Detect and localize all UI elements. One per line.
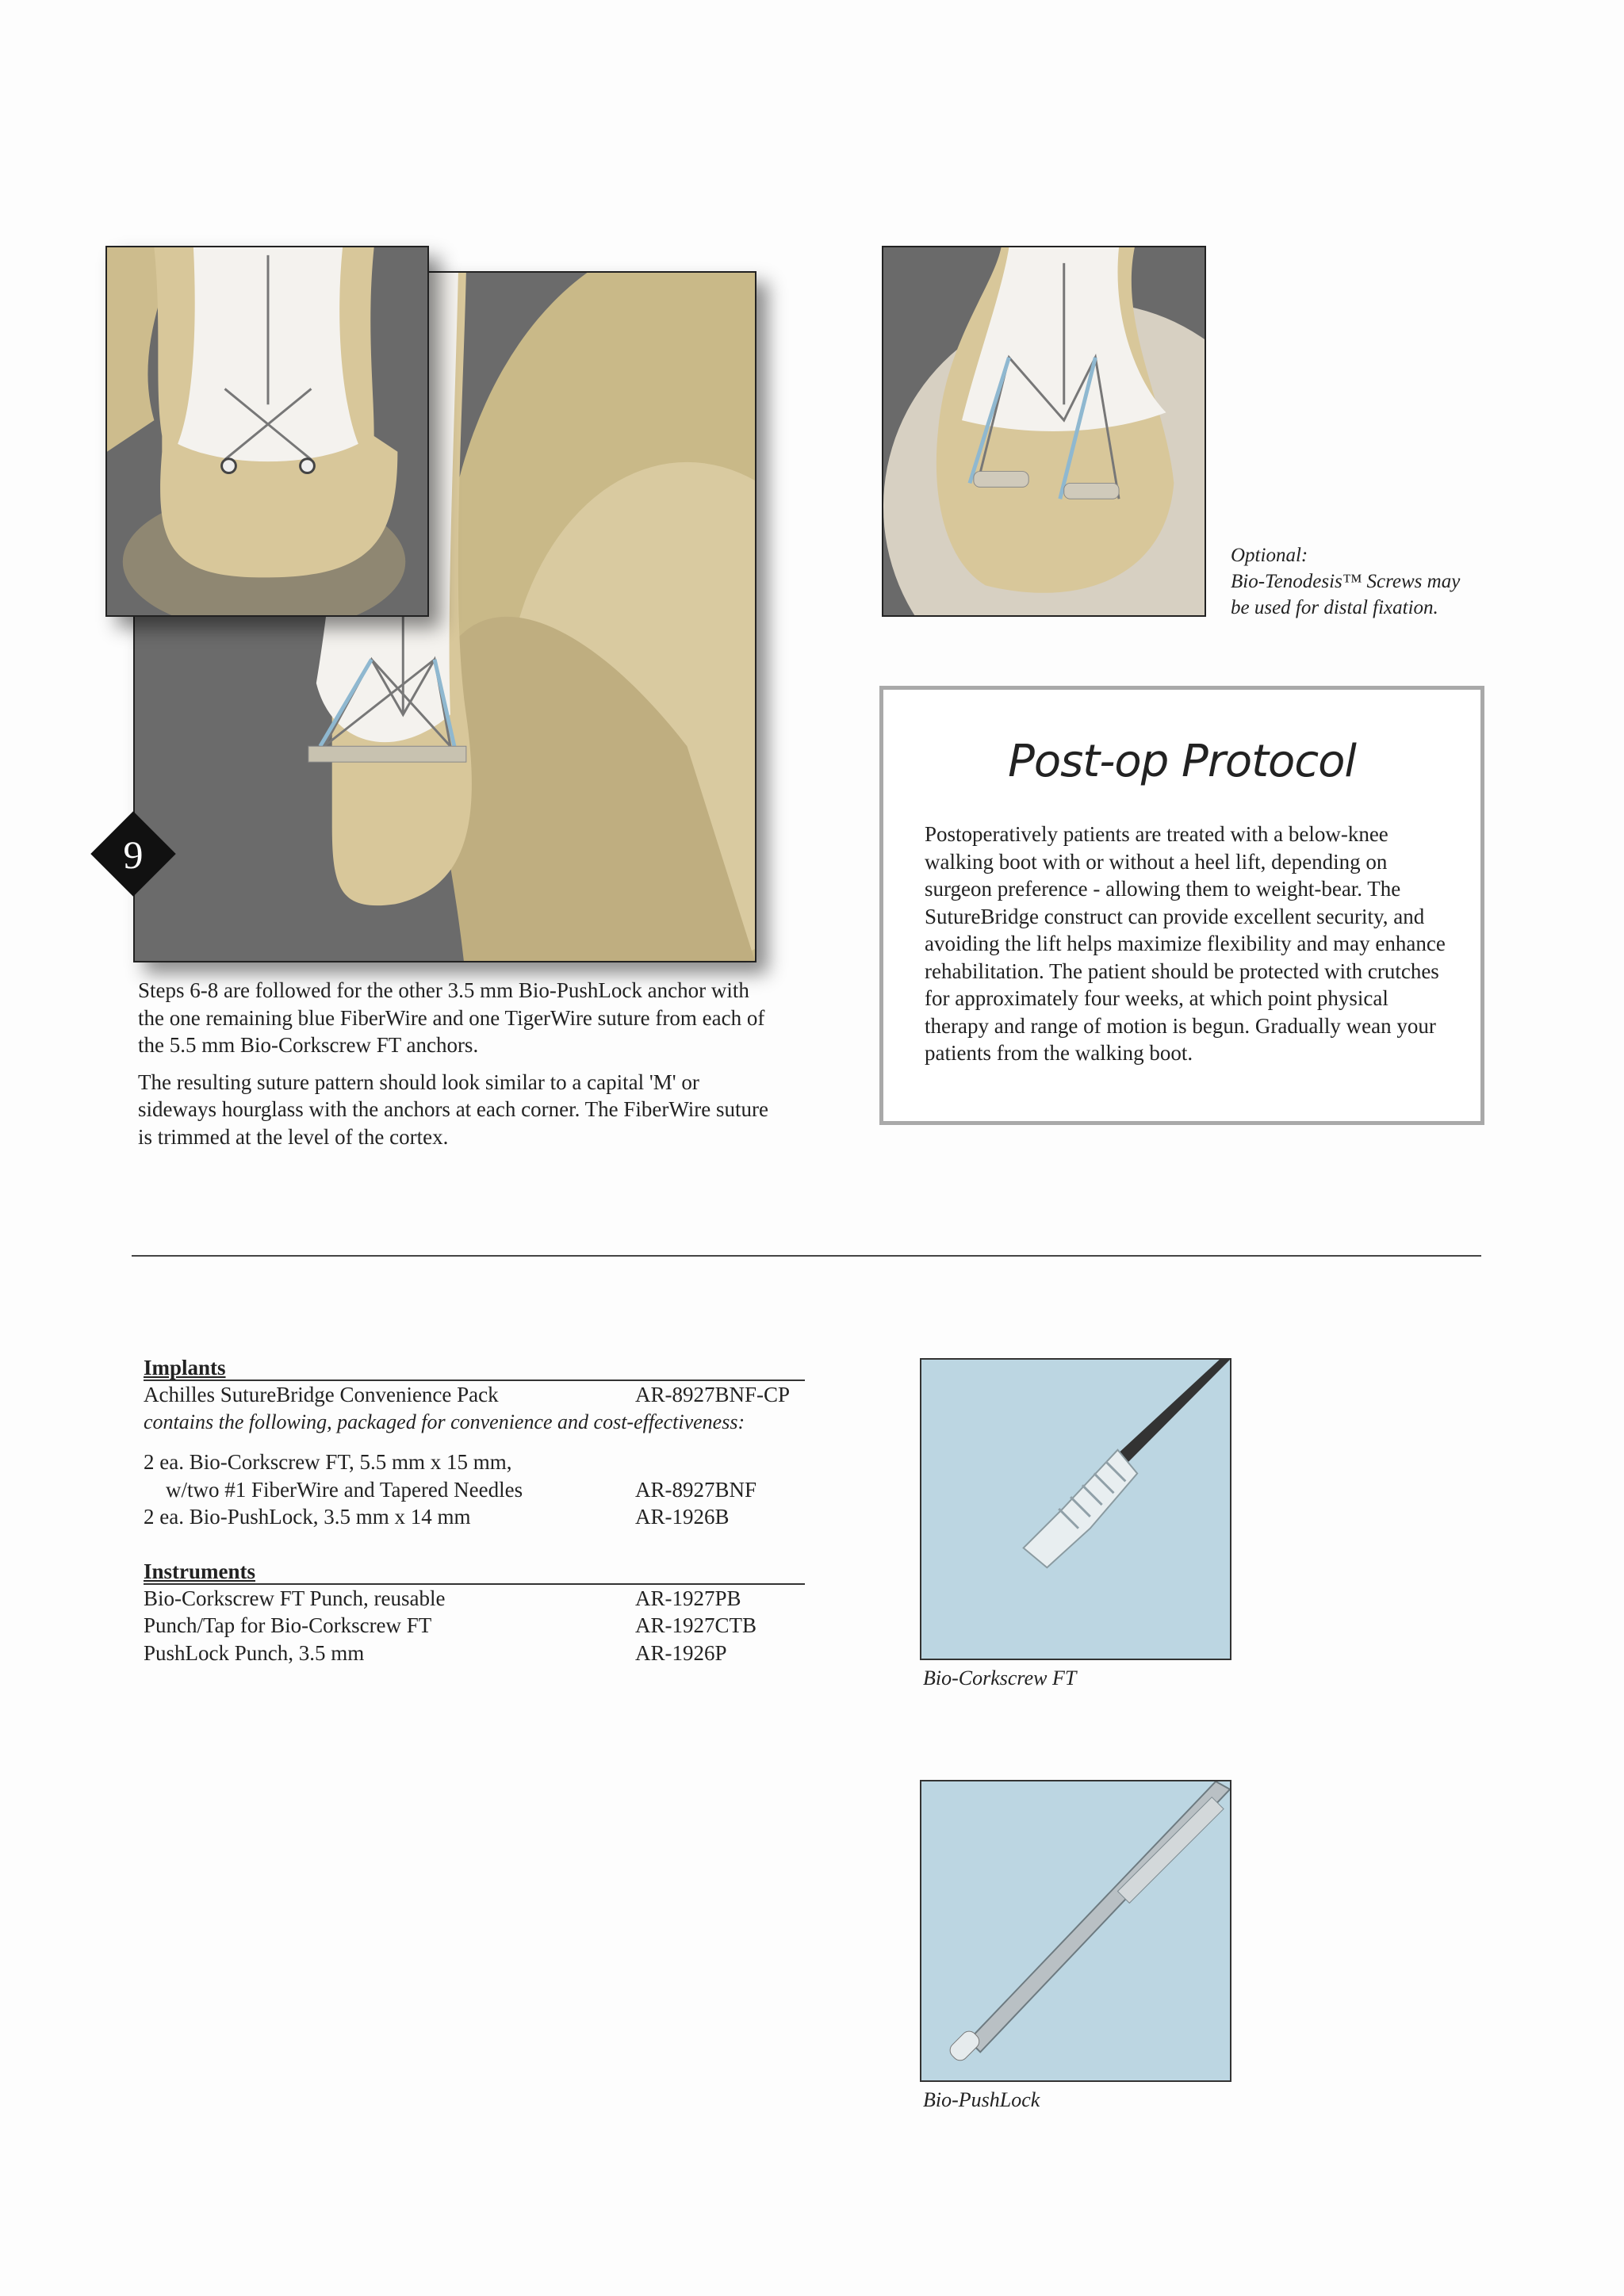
part-code: AR-1926P — [635, 1640, 727, 1665]
parts-row — [144, 1381, 805, 1409]
part-description: Bio-Corkscrew FT Punch, reusable — [144, 1586, 446, 1610]
parts-row — [144, 1612, 805, 1640]
inset-illustration — [105, 246, 429, 617]
postop-title: Post-op Protocol — [1008, 736, 1356, 787]
part-description: Achilles SutureBridge Convenience Pack — [144, 1383, 499, 1406]
part-code: AR-8927BNF — [635, 1477, 757, 1502]
part-description: 2 ea. Bio-PushLock, 3.5 mm x 14 mm — [144, 1505, 471, 1529]
part-description: 2 ea. Bio-Corkscrew FT, 5.5 mm x 15 mm, — [144, 1450, 512, 1474]
parts-list — [144, 1356, 805, 1667]
product-caption: Bio-PushLock — [923, 2088, 1040, 2111]
parts-row — [144, 1476, 805, 1504]
postop-body: Postoperatively patients are treated with a below-knee walking boot with or without a heel lift, depending on surgeon preference - allowing them to weight-bear. The SutureBridge construct can provide excellent security, and avoiding the lift helps maximize flexibility and may enhance rehabilitation. The patient should be protected with crutches for approximately four weeks, at which point physical therapy and range of motion is begun. Gradually wean your patients from the walking boot. — [925, 822, 1446, 1065]
parts-row — [144, 1448, 805, 1476]
bio-pushlock-photo — [920, 1780, 1231, 2082]
optional-caption — [1231, 542, 1492, 621]
optional-caption-line: Bio-Tenodesis™ Screws may — [1231, 571, 1461, 592]
part-description: PushLock Punch, 3.5 mm — [144, 1640, 365, 1665]
product-caption: Bio-Corkscrew FT — [923, 1667, 1077, 1689]
part-code: AR-1927CTB — [635, 1613, 757, 1637]
implants-note: contains the following, packaged for convenience and cost-effectiveness: — [144, 1410, 745, 1433]
part-description: w/two #1 FiberWire and Tapered Needles — [166, 1477, 523, 1502]
bio-corkscrew-photo — [920, 1358, 1231, 1660]
part-description: Punch/Tap for Bio-Corkscrew FT — [144, 1613, 432, 1637]
optional-caption-line: Optional: — [1231, 545, 1308, 566]
step-number: 9 — [123, 832, 144, 877]
parts-row — [144, 1585, 805, 1613]
part-code: AR-8927BNF-CP — [635, 1383, 791, 1406]
optional-caption-line: be used for distal fixation. — [1231, 597, 1438, 618]
implants-heading: Implants — [144, 1356, 805, 1381]
step-description — [138, 977, 772, 1160]
instruments-heading: Instruments — [144, 1559, 805, 1585]
part-code: AR-1926B — [635, 1505, 730, 1529]
parts-row — [144, 1503, 805, 1531]
part-code: AR-1927PB — [635, 1586, 741, 1610]
optional-screws-illustration — [882, 246, 1206, 617]
section-divider — [132, 1255, 1481, 1257]
step-paragraph: The resulting suture pattern should look similar to a capital 'M' or sideways hourglass with the anchors at each corner. The FiberWire suture is trimmed at the level of the cortex. — [138, 1070, 768, 1149]
step-paragraph: Steps 6-8 are followed for the other 3.5 mm Bio-PushLock anchor with the one remaining blue FiberWire and one TigerWire suture from each of the 5.5 mm Bio-Corkscrew FT anchors. — [138, 978, 765, 1057]
postop-protocol-box — [879, 686, 1484, 1125]
parts-row — [144, 1640, 805, 1667]
